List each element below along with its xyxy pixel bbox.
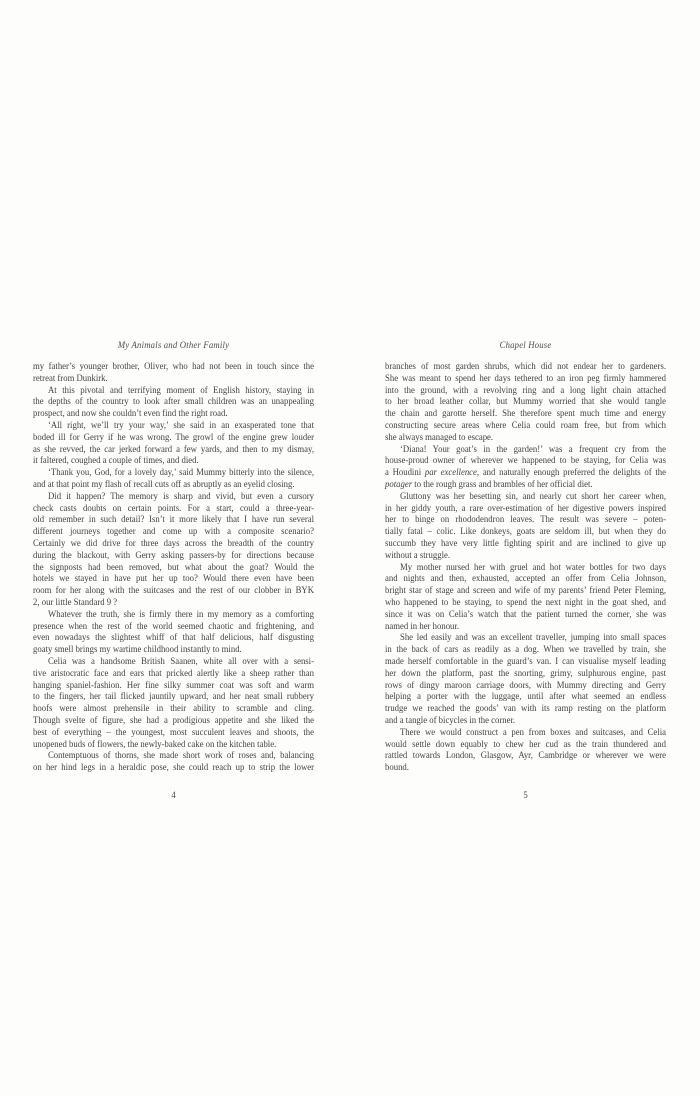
text-line: the depths of the country to look after small children was an unappealing: [33, 397, 315, 408]
text-line: named in her honour.: [385, 621, 460, 632]
text-line: in the back of cars as readily as a dog. When we travelled by train, she: [385, 645, 667, 656]
text-line: on her hind legs in a heraldic pose, she could reach up to strip the lower: [33, 763, 315, 774]
text-line: ‘Diana! Your goat’s in the garden!’ was a frequent cry from the: [399, 444, 667, 455]
text-line: rows of dingy maroon carriage doors, with Mummy directing and Gerry: [385, 680, 667, 691]
text-line: old remember in such detail? Isn’t it more likely that I have run several: [33, 515, 315, 526]
text-line: Though svelte of figure, she had a prodigious appetite and she liked the: [33, 715, 315, 726]
text-line: a Houdini par excellence, and naturally enough preferred the delights of the: [385, 468, 667, 479]
running-head-left: My Animals and Other Family: [117, 341, 230, 351]
text-line: succumb they have very little fighting spirit and are inclined to give up: [385, 538, 667, 549]
text-line: to the fingers, her tail flicked jauntily upward, and her neat small rubbery: [33, 692, 315, 703]
text-line: without a struggle.: [385, 550, 451, 561]
text-line: and nights and then, exhausted, accepted an offer from Celia Johnson,: [385, 574, 667, 585]
text-line: tive aristocratic face and ears that pricked alertly like a sheep rather than: [33, 668, 315, 679]
text-line: it faltered, coughed a couple of times, and died.: [33, 456, 199, 467]
right-page: [385, 341, 666, 802]
text-line: prospect, and now she couldn’t even find the right road.: [33, 409, 228, 420]
text-line: into the ground, with a revolving ring and a long light chain attached: [385, 385, 667, 396]
text-line: made herself comfortable in the guard’s van. I can visualise myself leading: [385, 656, 667, 667]
text-line: hoofs were almost prehensile in their ability to scramble and cling.: [33, 704, 315, 715]
text-line: She led easily and was an excellent traveller, jumping into small spaces: [399, 633, 667, 644]
text-line: 2, our little Standard 9 ?: [33, 597, 118, 608]
text-line: the chain and garotte herself. She therefore spent much time and energy: [385, 409, 667, 420]
text-line: Gluttony was her besetting sin, and nearly cut short her career when,: [399, 491, 667, 502]
text-line: Did it happen? The memory is sharp and vivid, but even a cursory: [47, 491, 315, 502]
page-number-left: 4: [171, 790, 176, 801]
text-line: unopened buds of flowers, the newly-baked cake on the kitchen table.: [33, 739, 277, 750]
text-line: potager to the rough grass and brambles of her official diet.: [385, 479, 593, 490]
right-page-body: [385, 362, 666, 775]
text-line: tially fatal – colic. Like donkeys, goats are seldom ill, but when they do: [385, 527, 667, 538]
text-line: would settle down equably to chew her cud as the train thundered and: [385, 739, 667, 750]
text-line: the signposts had been removed, but what about the goat? Would the: [33, 562, 315, 573]
text-line: bound.: [385, 763, 409, 774]
text-line: hotels we stayed in have put her up too? Would there even have been: [33, 574, 315, 585]
text-line: during the blackout, with Gerry asking passers-by for directions because: [33, 550, 315, 561]
text-line: ‘All right, we’ll try your way,’ she said in an exasperated tone that: [47, 420, 315, 431]
text-line: and a tangle of bicycles in the corner.: [385, 715, 516, 726]
text-line: rattled towards London, Glasgow, Ayr, Cambridge or wherever we were: [385, 751, 667, 762]
text-line: At this pivotal and terrifying moment of English history, staying in: [47, 385, 315, 396]
text-line: as she revved, the car jerked forward a few yards, and then to my dismay,: [33, 444, 315, 455]
text-line: her down the platform, past the snorting, grimy, sulphurous engine, past: [385, 668, 667, 679]
text-line: who happened to be staying, to spend the next night in the goat shed, and: [385, 597, 667, 608]
text-line: Celia was a handsome British Saanen, white all over with a sensi-: [47, 656, 315, 667]
text-line: even nowadays the slightest whiff of that half delicious, half disgusting: [33, 633, 315, 644]
text-line: bright star of stage and screen and wife of my parents’ friend Peter Fleming,: [385, 586, 667, 597]
text-line: best of everything – the youngest, most succulent leaves and shoots, the: [33, 727, 315, 738]
text-line: boded ill for Gerry if he was wrong. The growl of the engine grew louder: [33, 432, 315, 443]
text-line: helping a porter with the luggage, until after what seemed an endless: [385, 692, 667, 703]
page-number-right: 5: [523, 790, 528, 801]
text-line: constructing secure areas where Celia could roam free, but from which: [385, 420, 667, 431]
text-line: trudge we reached the goods’ van with its ramp resting on the platform: [385, 704, 667, 715]
text-line: and at that point my flash of recall cuts off as abruptly as an eyelid closing.: [33, 479, 295, 490]
left-page-body: [33, 362, 314, 775]
text-line: in her giddy youth, a rare over-estimation of her digestive powers inspired: [385, 503, 667, 514]
text-line: Certainly we did drive for three days across the breadth of the country: [33, 538, 315, 549]
text-line: She was meant to spend her days tethered to an iron peg firmly hammered: [385, 373, 667, 384]
text-line: to her broad leather collar, but Mummy worried that she would tangle: [385, 397, 667, 408]
text-line: goaty smell brings my wartime childhood instantly to mind.: [33, 645, 242, 656]
text-line: her to binge on rhododendron leaves. The result was severe – poten-: [385, 515, 667, 526]
text-line: My mother nursed her with gruel and hot water bottles for two days: [399, 562, 667, 573]
left-page: [33, 341, 314, 802]
text-line: There we would construct a pen from boxes and suitcases, and Celia: [399, 727, 667, 738]
text-line: branches of most garden shrubs, which did not endear her to gardeners.: [385, 362, 667, 372]
running-head-right: Chapel House: [499, 341, 552, 351]
text-line: room for her along with the suitcases and the rest of our clobber in BYK: [33, 586, 315, 597]
text-line: house-proud owner of wherever we happened to be staying, for Celia was: [385, 456, 667, 467]
text-line: different journeys together and come up with a composite scenario?: [33, 527, 315, 538]
text-line: check casts doubts on certain points. For a start, could a three-year-: [33, 503, 315, 514]
text-line: my father’s younger brother, Oliver, who had not been in touch since the: [33, 362, 315, 372]
text-line: hanging spaniel-fashion. Her fine silky summer coat was soft and warm: [33, 680, 315, 691]
text-line: Contemptuous of thorns, she made short work of roses and, balancing: [47, 751, 315, 762]
text-line: presence when the rest of the world seemed chaotic and frightening, and: [33, 621, 315, 632]
text-line: Whatever the truth, she is firmly there in my memory as a comforting: [47, 609, 315, 620]
text-line: she always managed to escape.: [385, 432, 494, 443]
text-line: since it was on Celia’s watch that the patient turned the corner, she was: [385, 609, 667, 620]
text-line: retreat from Dunkirk.: [33, 373, 108, 384]
text-line: ‘Thank you, God, for a lovely day,’ said Mummy bitterly into the silence,: [47, 468, 315, 479]
